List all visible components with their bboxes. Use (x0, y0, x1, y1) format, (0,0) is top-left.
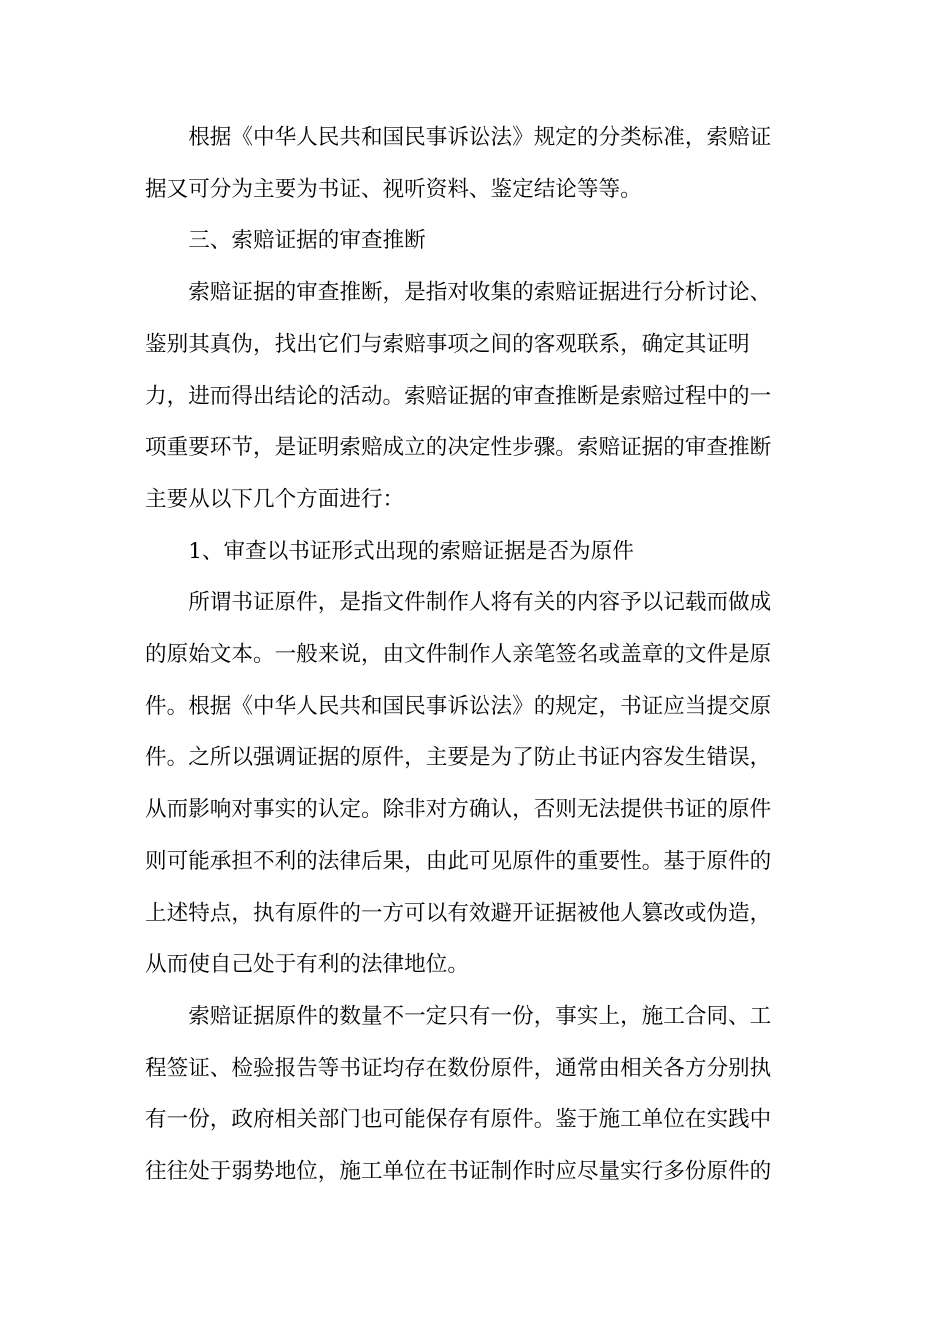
text-line: 主要从以下几个方面进行： (145, 486, 405, 512)
text-line: 往往处于弱势地位，施工单位在书证制作时应尽量实行多份原件的 (145, 1159, 772, 1185)
text-line: 从而影响对事实的认定。除非对方确认，否则无法提供书证的原件 (145, 797, 772, 823)
text-line: 则可能承担不利的法律后果，由此可见原件的重要性。基于原件的 (145, 848, 772, 874)
text-line: 件。之所以强调证据的原件，主要是为了防止书证内容发生错误， (145, 745, 772, 771)
text-line: 根据《中华人民共和国民事诉讼法》规定的分类标准，索赔证 (188, 125, 772, 150)
text-line: 鉴别其真伪，找出它们与索赔事项之间的客观联系，确定其证明 (145, 331, 750, 357)
section-heading (145, 215, 795, 267)
paragraph-original-document (145, 577, 795, 991)
text-line: 件。根据《中华人民共和国民事诉讼法》的规定，书证应当提交原 (145, 693, 772, 719)
paragraph-classification (145, 112, 795, 215)
text-line: 索赔证据原件的数量不一定只有一份，事实上，施工合同、工 (188, 1003, 772, 1029)
paragraph-original-quantity (145, 991, 795, 1198)
paragraph-review-definition (145, 267, 795, 526)
text-line: 上述特点，执有原件的一方可以有效避开证据被他人篡改或伪造， (145, 900, 772, 926)
document-body (145, 112, 795, 1198)
text-line: 所谓书证原件，是指文件制作人将有关的内容予以记载而做成 (188, 590, 772, 616)
text-line: 程签证、检验报告等书证均存在数份原件，通常由相关各方分别执 (145, 1055, 772, 1081)
text-line: 项重要环节，是证明索赔成立的决定性步骤。索赔证据的审查推断 (145, 435, 772, 461)
heading-text: 三、索赔证据的审查推断 (188, 228, 426, 254)
subsection-heading (145, 526, 795, 578)
text-line: 力，进而得出结论的活动。索赔证据的审查推断是索赔过程中的一 (145, 383, 772, 409)
subheading-text: 1、审查以书证形式出现的索赔证据是否为原件 (188, 538, 634, 564)
text-line: 据又可分为主要为书证、视听资料、鉴定结论等等。 (145, 176, 642, 202)
text-line: 从而使自己处于有利的法律地位。 (145, 952, 469, 978)
text-line: 的原始文本。一般来说，由文件制作人亲笔签名或盖章的文件是原 (145, 642, 772, 668)
text-line: 有一份，政府相关部门也可能保存有原件。鉴于施工单位在实践中 (145, 1107, 772, 1133)
text-line: 索赔证据的审查推断，是指对收集的索赔证据进行分析讨论、 (188, 280, 772, 306)
